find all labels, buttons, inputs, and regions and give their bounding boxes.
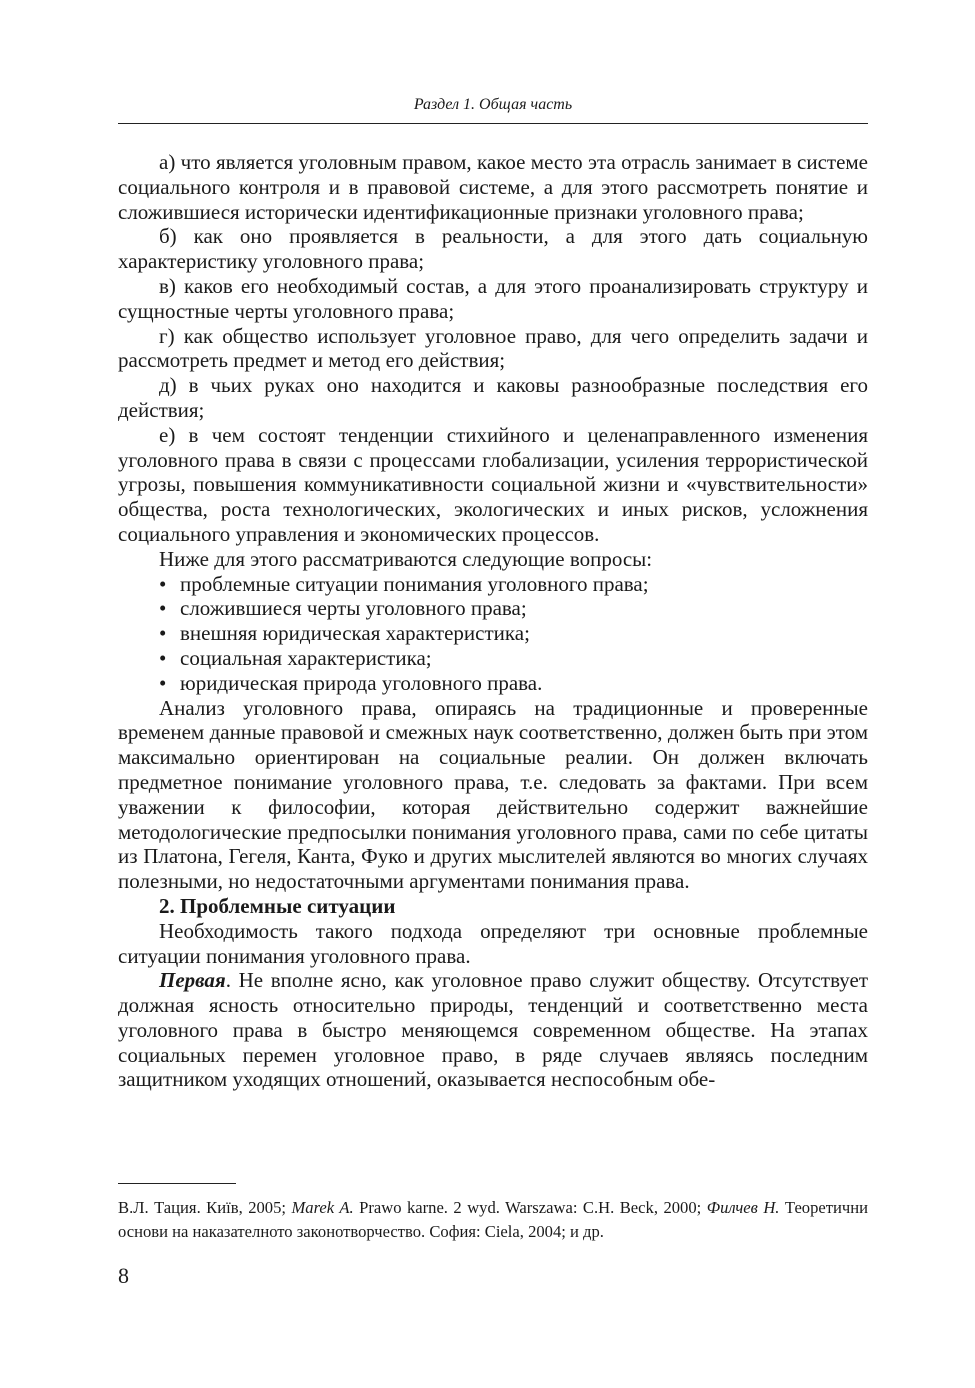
footnote-part: Prawo karne. 2 wyd. Warszawa: C.H. Beck, 2000; [353,1198,707,1217]
paragraph-g: г) как общество использует уголовное право, для чего определить задачи и рассмотреть предмет и метод его действия; [118,323,868,373]
list-item: • социальная характеристика; [118,646,868,671]
footnote-author: Marek A. [291,1198,354,1217]
paragraph-first [118,968,868,1092]
paragraph-analysis: Анализ уголовного права, опираясь на традиционные и проверенные временем данные правовой и смежных наук соответственно, должен быть при этом максимально ориентирован на социальные реалии. Он должен включать предметное понимание уголовного права, т.е. следовать за фактами. При всем уважении к философии, которая действительно содержит важнейшие методологические предпосылки понимания уголовного права, сами по себе цитаты из Платона, Гегеля, Канта, Фуко и других мыслителей являются во многих случаях полезными, но недостаточными аргументами понимания права. [118,695,868,894]
footnote [118,1196,868,1244]
paragraph-first-text: . Не вполне ясно, как уголовное право служит обществу. Отсутствует должная ясность относительно природы, тенденций и соответственно места уголовного права в быстро меняющемся современном обществе. На этапах социальных перемен уголовное право, в ряде случаев являясь последним защитником уходящих отношений, оказывается неспособным обе- [118,968,868,1092]
paragraph-a: а) что является уголовным правом, какое место эта отрасль занимает в системе социального контроля и в правовой системе, а для этого рассмотреть понятие и сложившиеся исторически идентификационные признаки уголовного права; [118,150,868,224]
questions-list [118,572,868,696]
header-rule [118,123,868,124]
footnote-rule [118,1183,236,1184]
footnote-part: Теоретични основи на наказателното законотворчество. София: Ciela, 2004; и др. [118,1198,869,1241]
paragraph-e: е) в чем состоят тенденции стихийного и целенаправленного изменения уголовного права в связи с процессами глобализации, усиления террористической угрозы, повышения коммуникативности социальной жизни и «чувствительности» общества, роста технологических, экологических и иных рисков, усложнения социального управления и экономических процессов. [118,422,868,546]
page-number: 8 [118,1263,129,1288]
lead-word-first: Первая [159,968,226,993]
list-item: • сложившиеся черты уголовного права; [118,596,868,621]
paragraph-list-intro: Ниже для этого рассматриваются следующие вопросы: [159,546,653,571]
running-head: Раздел 1. Общая часть [413,96,573,113]
paragraph-d: д) в чьих руках оно находится и каковы разнообразные последствия его действия; [118,373,868,422]
paragraph-b: б) как оно проявляется в реальности, а для этого дать социальную характеристику уголовного права; [118,224,868,274]
footnote-part: В.Л. Тация. Київ, 2005; [118,1198,292,1217]
list-item: • внешняя юридическая характеристика; [118,621,868,646]
paragraph-situations: Необходимость такого подхода определяют три основные проблемные ситуации понимания уголовного права. [118,918,868,968]
list-item: • проблемные ситуации понимания уголовного права; [118,572,868,597]
section-heading: 2. Проблемные ситуации [159,893,396,918]
footnote-author: Филчев Н. [706,1198,780,1217]
list-item: • юридическая природа уголовного права. [118,671,868,696]
main-text [118,150,868,1092]
paragraph-v: в) каков его необходимый состав, а для этого проанализировать структуру и сущностные черты уголовного права; [118,273,868,323]
